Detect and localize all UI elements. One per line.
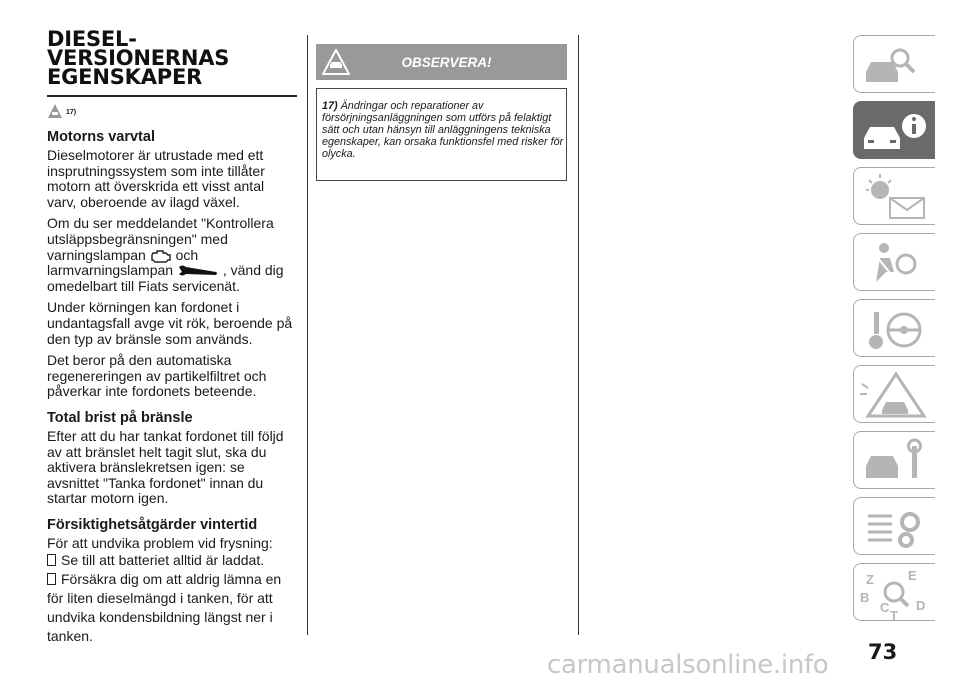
- fuel-heading: Total brist på bränsle: [47, 409, 193, 426]
- alphabet-index-icon: [854, 564, 936, 622]
- title-line-3: EGENSKAPER: [47, 65, 203, 89]
- page-number: 73: [868, 640, 898, 664]
- tab-index[interactable]: [853, 563, 935, 621]
- tab-safety[interactable]: [853, 233, 935, 291]
- watermark: carmanualsonline.info: [547, 650, 829, 680]
- engine-speed-paragraph-2: [47, 216, 297, 294]
- engine-speed-paragraph-3: Under körningen kan fordonet i undantagsfall avge vit rök, beroende på den typ av bränsle som används.: [47, 299, 293, 347]
- bullet-box-icon: [47, 573, 56, 585]
- winter-bullet-2: [47, 570, 297, 589]
- warning-lights-icon: [854, 168, 936, 226]
- title-line-2: VERSIONERNAS: [47, 46, 230, 70]
- seatbelt-airbag-icon: [854, 234, 936, 292]
- car-search-icon: [854, 36, 936, 94]
- tab-car-search[interactable]: [853, 35, 935, 93]
- svg-text:B: B: [860, 590, 870, 605]
- main-column: [47, 27, 297, 646]
- bullet-box-icon: [47, 554, 56, 566]
- specifications-gears-icon: [854, 498, 936, 556]
- tab-starting-driving[interactable]: [853, 299, 935, 357]
- winter-bullet-1: [47, 551, 297, 570]
- tab-specifications[interactable]: [853, 497, 935, 555]
- paragraph-2-part-a: Om du ser meddelandet "Kontrollera utsläppsbegränsningen" med varningslampan: [47, 215, 274, 263]
- svg-text:C: C: [880, 600, 890, 615]
- note-number: 17): [322, 100, 338, 112]
- engine-speed-paragraph-4: Det beror på den automatiska regenereringen av partikelfiltret och påverkar inte fordonets beteende.: [47, 352, 267, 400]
- note-body: Ändringar och reparationer av försörjningsanläggningen som utförs på felaktigt sätt och utan hänsyn till anläggningens tekniska egenskaper, kan orsaka funktionsfel med risker för olycka.: [322, 100, 564, 160]
- tab-maintenance[interactable]: [853, 431, 935, 489]
- svg-text:E: E: [908, 568, 917, 583]
- engine-speed-heading: Motorns varvtal: [47, 129, 155, 145]
- svg-text:Z: Z: [866, 572, 874, 587]
- column-divider-right: [578, 35, 579, 635]
- key-steering-icon: [854, 300, 936, 358]
- wrench-warning-icon: [177, 264, 219, 278]
- observera-label: OBSERVERA!: [401, 55, 492, 70]
- title-divider: [47, 95, 297, 97]
- winter-heading: Försiktighetsåtgärder vintertid: [47, 516, 258, 533]
- reference-number: 17): [66, 109, 77, 116]
- observera-text: [322, 100, 564, 160]
- title-line-1: DIESEL-: [47, 27, 137, 51]
- paragraph-2-part-b: och larmvarningslampan: [47, 246, 199, 279]
- svg-text:D: D: [916, 598, 926, 613]
- engine-check-icon: [150, 249, 172, 263]
- warning-reference: [47, 105, 297, 119]
- car-info-icon: [854, 102, 936, 160]
- tab-emergency[interactable]: [853, 365, 935, 423]
- car-warning-triangle-icon: [854, 366, 936, 424]
- bullet-text: Se till att batteriet alltid är laddat.: [61, 552, 265, 569]
- tab-warning-lights[interactable]: [853, 167, 935, 225]
- small-warning-car-icon: [47, 103, 63, 119]
- engine-speed-paragraph-1: Dieselmotorer är utrustade med ett insprutningssystem som inte tillåter motorn att överskrida ett visst antal varv, oberoende av ilagd växel.: [47, 147, 265, 210]
- bullet-text: Försäkra dig om att aldrig lämna en: [61, 571, 282, 588]
- tab-car-info[interactable]: [853, 101, 935, 159]
- observera-banner: [316, 44, 567, 80]
- svg-text:T: T: [890, 608, 898, 622]
- winter-continuation-2: undvika kondensbildning längst ner i: [47, 609, 273, 626]
- section-title: [47, 27, 297, 89]
- winter-continuation-3: tanken.: [47, 628, 93, 645]
- fuel-paragraph: Efter att du har tankat fordonet till följd av att bränslet helt tagit slut, ska du aktivera bränslekretsen igen: se avsnittet "Tanka fordonet" innan du startar motorn igen.: [47, 427, 284, 507]
- winter-continuation-1: för liten dieselmängd i tanken, för att: [47, 590, 273, 607]
- paragraph-2-part-c: , vänd dig omedelbart till Fiats servicenät.: [47, 262, 284, 294]
- column-divider-left: [307, 35, 308, 635]
- winter-intro: För att undvika problem vid frysning:: [47, 534, 273, 551]
- car-wrench-icon: [854, 432, 936, 490]
